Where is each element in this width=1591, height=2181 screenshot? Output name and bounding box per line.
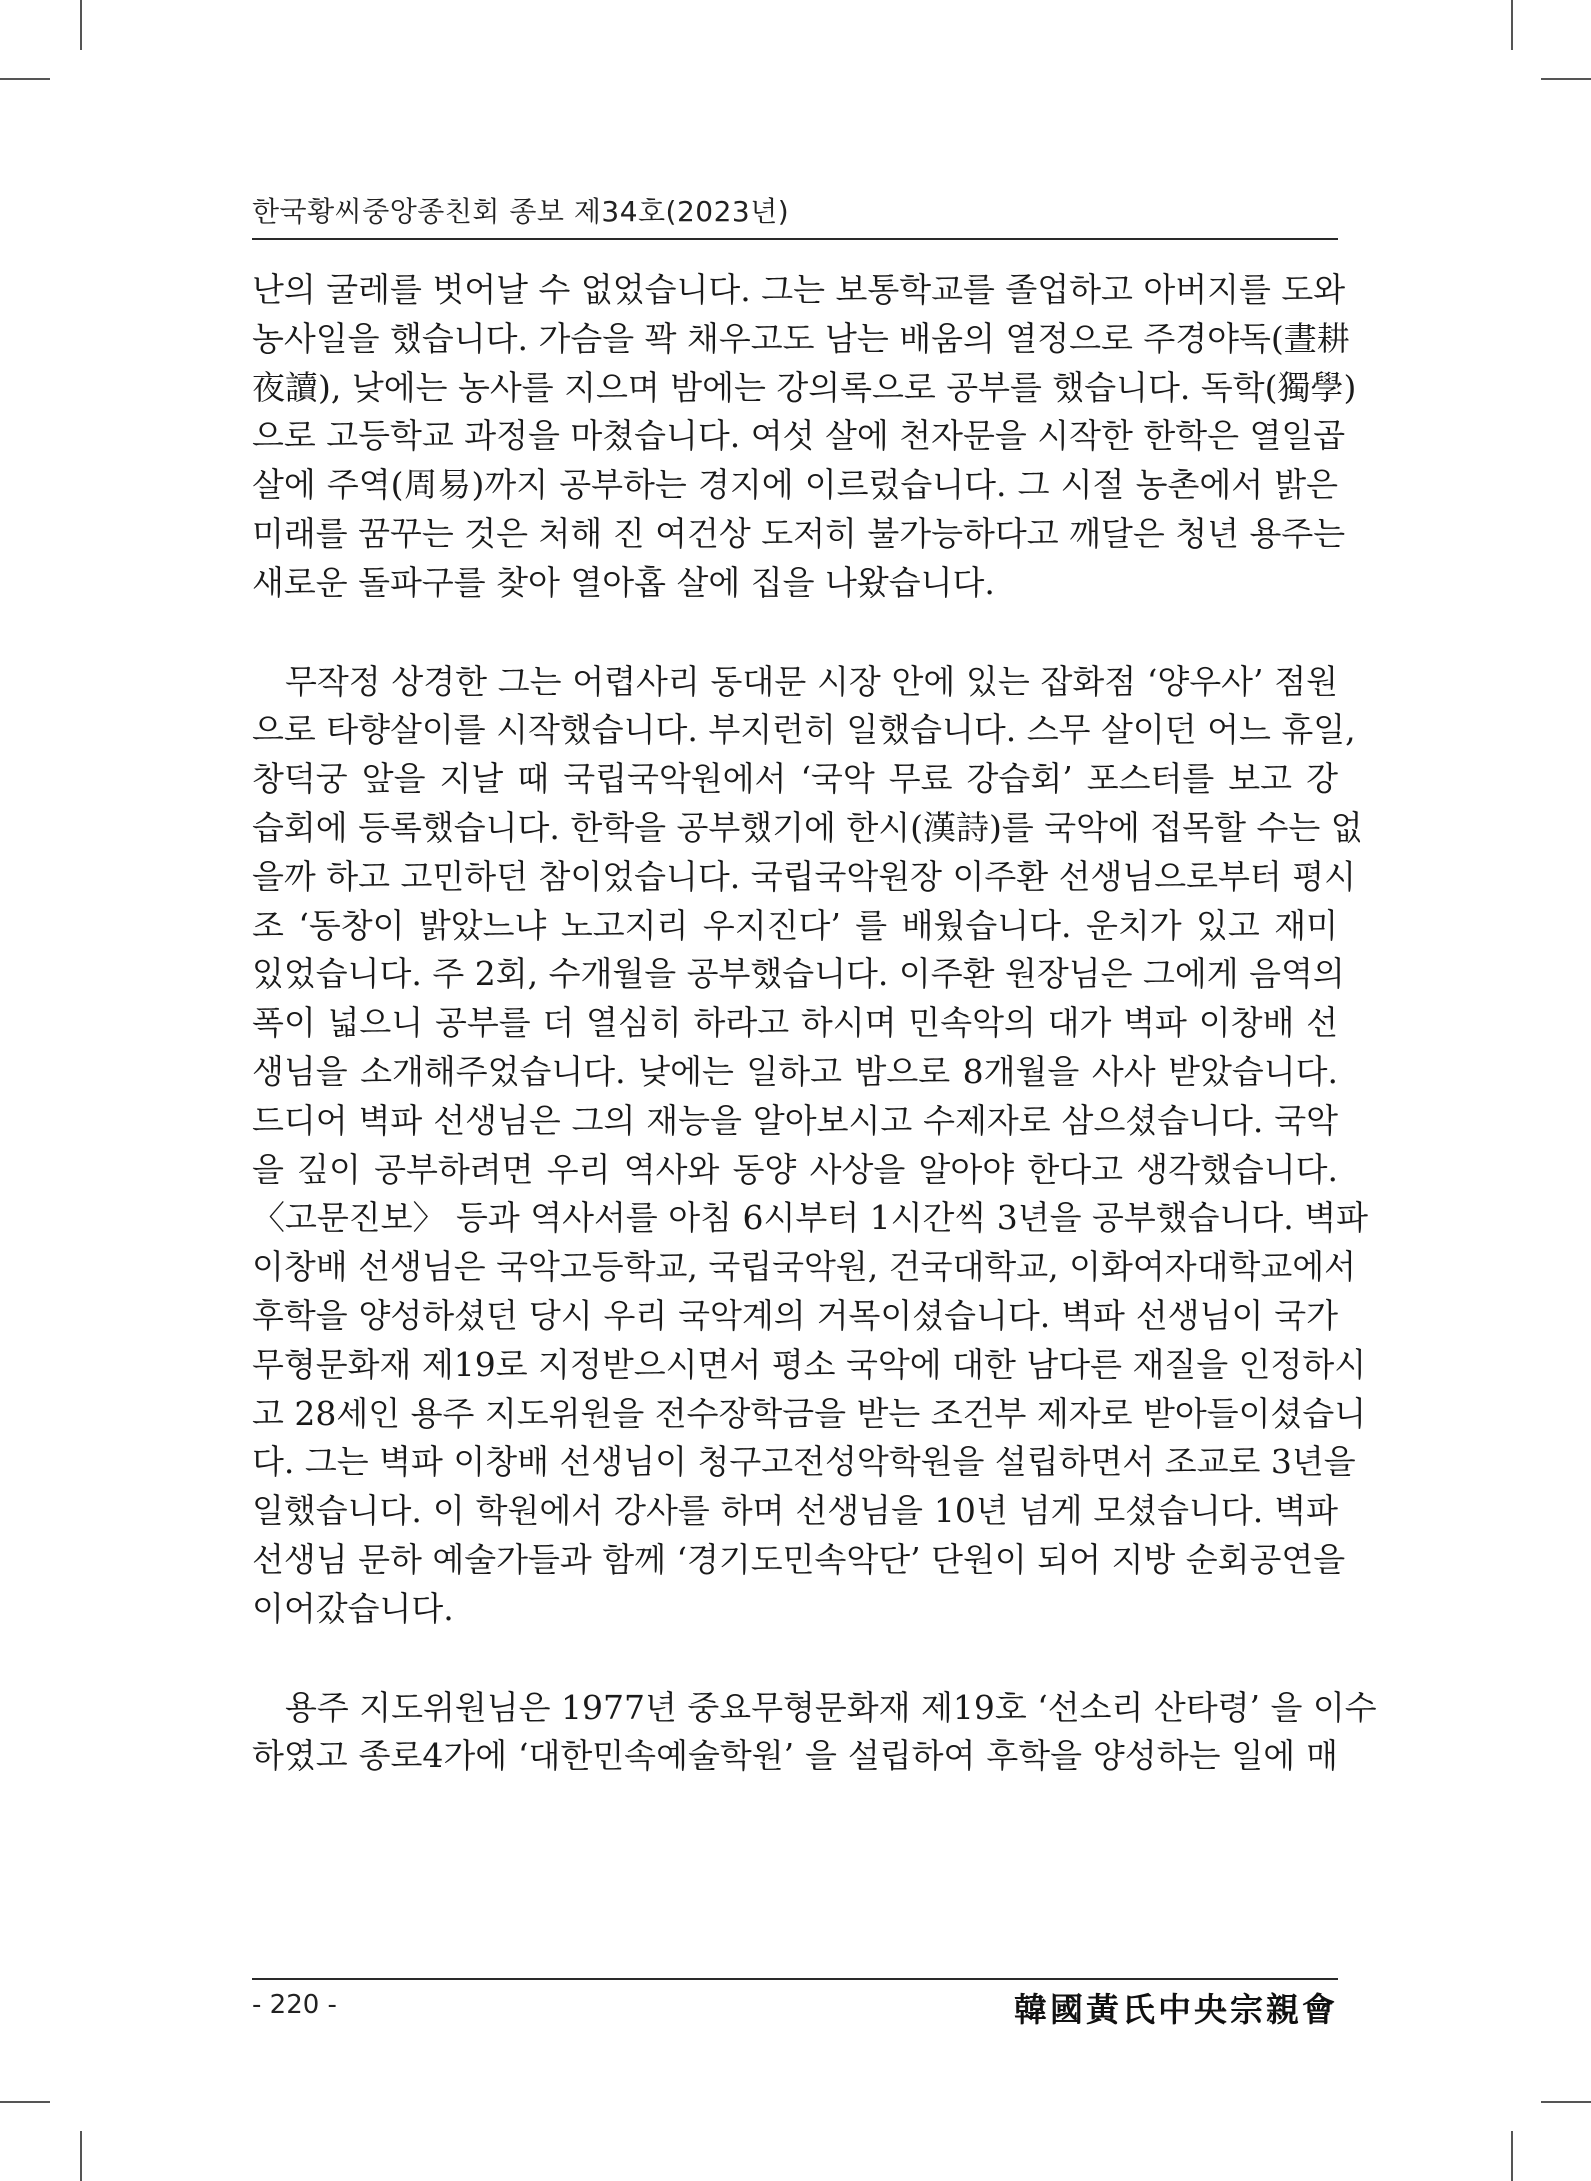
crop-mark-bottom-left-horizontal [0,2101,50,2103]
text-line: 농사일을 했습니다. 가슴을 꽉 채우고도 남는 배움의 열정으로 주경야독(晝耕 [252,318,1350,358]
text-line: 〈고문진보〉 등과 역사서를 아침 6시부터 1시간씩 3년을 공부했습니다. 벽파 [252,1198,1368,1238]
text-line: 일했습니다. 이 학원에서 강사를 하며 선생님을 10년 넘게 모셨습니다. 벽파 [252,1491,1338,1531]
text-line: 난의 굴레를 벗어날 수 없었습니다. 그는 보통학교를 졸업하고 아버지를 도와 [252,270,1346,309]
text-line: 으로 고등학교 과정을 마쳤습니다. 여섯 살에 천자문을 시작한 한학은 열일곱 [252,416,1346,456]
text-line: 폭이 넓으니 공부를 더 열심히 하라고 하시며 민속악의 대가 벽파 이창배 선 [252,1003,1338,1043]
crop-mark-top-right [1511,0,1513,50]
paragraph-1 [252,266,1357,608]
text-line: 고 28세인 용주 지도위원을 전수장학금을 받는 조건부 제자로 받아들이셨습니 [252,1393,1367,1433]
crop-mark-bottom-left [80,2131,82,2181]
text-line: 생님을 소개해주었습니다. 낮에는 일하고 밤으로 8개월을 사사 받았습니다. [252,1051,1338,1091]
text-line: 선생님 문하 예술가들과 함께 ‘경기도민속악단’ 단원이 되어 지방 순회공연을 [252,1539,1346,1579]
text-line: 창덕궁 앞을 지날 때 국립국악원에서 ‘국악 무료 강습회’ 포스터를 보고 강 [252,759,1338,799]
text-line: 다. 그는 벽파 이창배 선생님이 청구고전성악학원을 설립하면서 조교로 3년을 [252,1442,1356,1482]
text-line: 이어갔습니다. [252,1588,454,1628]
crop-mark-bottom-right-horizontal [1541,2101,1591,2103]
text-line: 드디어 벽파 선생님은 그의 재능을 알아보시고 수제자로 삼으셨습니다. 국악 [252,1100,1338,1140]
crop-mark-top-left-horizontal [0,78,50,80]
text-line: 무형문화재 제19로 지정받으시면서 평소 국악에 대한 남다른 재질을 인정하시 [252,1344,1367,1384]
text-line: 을까 하고 고민하던 참이었습니다. 국립국악원장 이주환 선생님으로부터 평시 [252,856,1357,896]
running-header: 한국황씨중앙종친회 종보 제34호(2023년) [252,195,790,228]
text-line: 하였고 종로4가에 ‘대한민속예술학원’ 을 설립하여 후학을 양성하는 일에 매 [252,1736,1338,1776]
article-body [252,266,1377,1831]
text-line: 살에 주역(周易)까지 공부하는 경지에 이르렀습니다. 그 시절 농촌에서 밝은 [252,465,1338,505]
crop-mark-bottom-right [1511,2131,1513,2181]
text-line: 미래를 꿈꾸는 것은 처해 진 여건상 도저히 불가능하다고 깨달은 청년 용주는 [252,513,1346,553]
text-line: 용주 지도위원님은 1977년 중요무형문화재 제19호 ‘선소리 산타령’ 을 이수 [285,1687,1377,1727]
paragraph-3 [252,1684,1377,1782]
organization-logo: 韓國黃氏中央宗親會 [1014,1990,1338,2029]
footer-divider [252,1978,1338,1980]
paragraph-2 [252,658,1368,1634]
text-line: 습회에 등록했습니다. 한학을 공부했기에 한시(漢詩)를 국악에 접목할 수는 없 [252,807,1363,847]
text-line: 있었습니다. 주 2회, 수개월을 공부했습니다. 이주환 원장님은 그에게 음역의 [252,954,1345,994]
text-line: 새로운 돌파구를 찾아 열아홉 살에 집을 나왔습니다. [252,562,995,602]
page-number: - 220 - [252,1990,337,2020]
crop-mark-top-left [80,0,82,50]
text-line: 무작정 상경한 그는 어렵사리 동대문 시장 안에 있는 잡화점 ‘양우사’ 점원 [285,661,1338,701]
text-line: 이창배 선생님은 국악고등학교, 국립국악원, 건국대학교, 이화여자대학교에서 [252,1247,1357,1287]
crop-mark-top-right-horizontal [1541,78,1591,80]
text-line: 후학을 양성하셨던 당시 우리 국악계의 거목이셨습니다. 벽파 선생님이 국가 [252,1295,1338,1335]
header-divider [252,238,1338,240]
text-line: 夜讀), 낮에는 농사를 지으며 밤에는 강의록으로 공부를 했습니다. 독학(獨學) [252,367,1357,407]
text-line: 을 깊이 공부하려면 우리 역사와 동양 사상을 알아야 한다고 생각했습니다. [252,1149,1338,1189]
text-line: 조 ‘동창이 밝았느냐 노고지리 우지진다’ 를 배웠습니다. 운치가 있고 재미 [252,905,1338,945]
text-line: 으로 타향살이를 시작했습니다. 부지런히 일했습니다. 스무 살이던 어느 휴일, [252,710,1356,750]
